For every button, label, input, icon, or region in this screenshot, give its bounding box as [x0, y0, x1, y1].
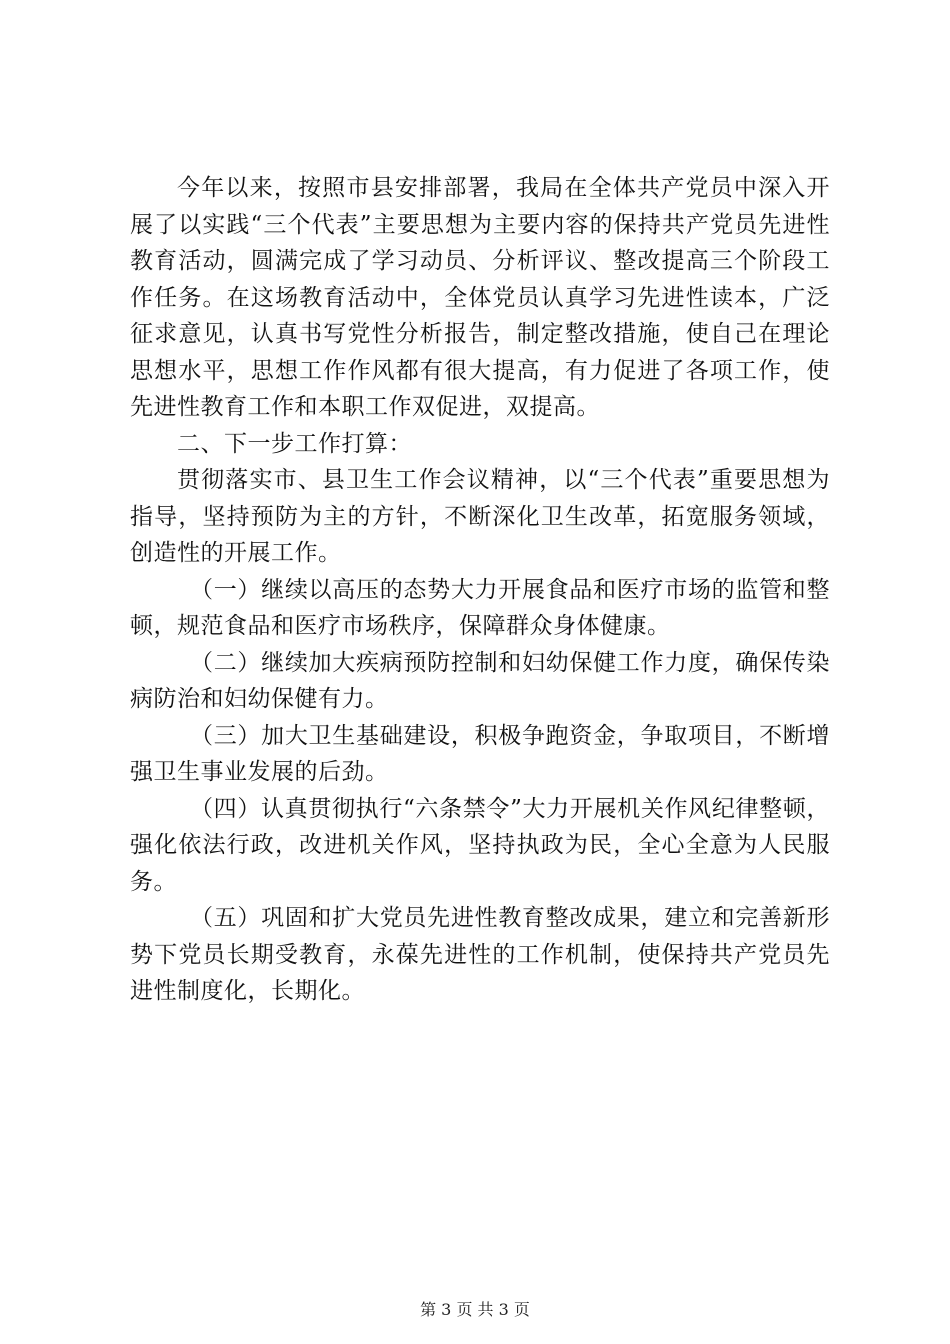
paragraph-intro: 今年以来，按照市县安排部署，我局在全体共产党员中深入开展了以实践“三个代表”主要思想为主要内容的保持共产党员先进性教育活动，圆满完成了学习动员、分析评议、整改提高三个阶段工作任务。在这场教育活动中，全体党员认真学习先进性读本，广泛征求意见，认真书写党性分析报告，制定整改措施，使自己在理论思想水平，思想工作作风都有很大提高，有力促进了各项工作，使先进性教育工作和本职工作双促进，双提高。	[130, 175, 830, 420]
list-item-2: （二）继续加大疾病预防控制和妇幼保健工作力度，确保传染病防治和妇幼保健有力。	[130, 649, 830, 712]
document-body	[130, 170, 830, 1010]
list-item-3: （三）加大卫生基础建设，积极争跑资金，争取项目，不断增强卫生事业发展的后劲。	[130, 722, 830, 785]
list-item-1: （一）继续以高压的态势大力开展食品和医疗市场的监管和整顿，规范食品和医疗市场秩序，保障群众身体健康。	[130, 576, 830, 639]
list-item-4: （四）认真贯彻执行“六条禁令”大力开展机关作风纪律整顿，强化依法行政，改进机关作风，坚持执政为民，全心全意为人民服务。	[130, 795, 830, 895]
page-footer: 第 3 页 共 3 页	[420, 1300, 530, 1319]
paragraph-guideline: 贯彻落实市、县卫生工作会议精神，以“三个代表”重要思想为指导，坚持预防为主的方针，不断深化卫生改革，拓宽服务领域，创造性的开展工作。	[130, 467, 830, 566]
section-heading: 二、下一步工作打算：	[177, 430, 412, 457]
list-item-5: （五）巩固和扩大党员先进性教育整改成果，建立和完善新形势下党员长期受教育，永葆先进性的工作机制，使保持共产党员先进性制度化，长期化。	[130, 905, 830, 1004]
